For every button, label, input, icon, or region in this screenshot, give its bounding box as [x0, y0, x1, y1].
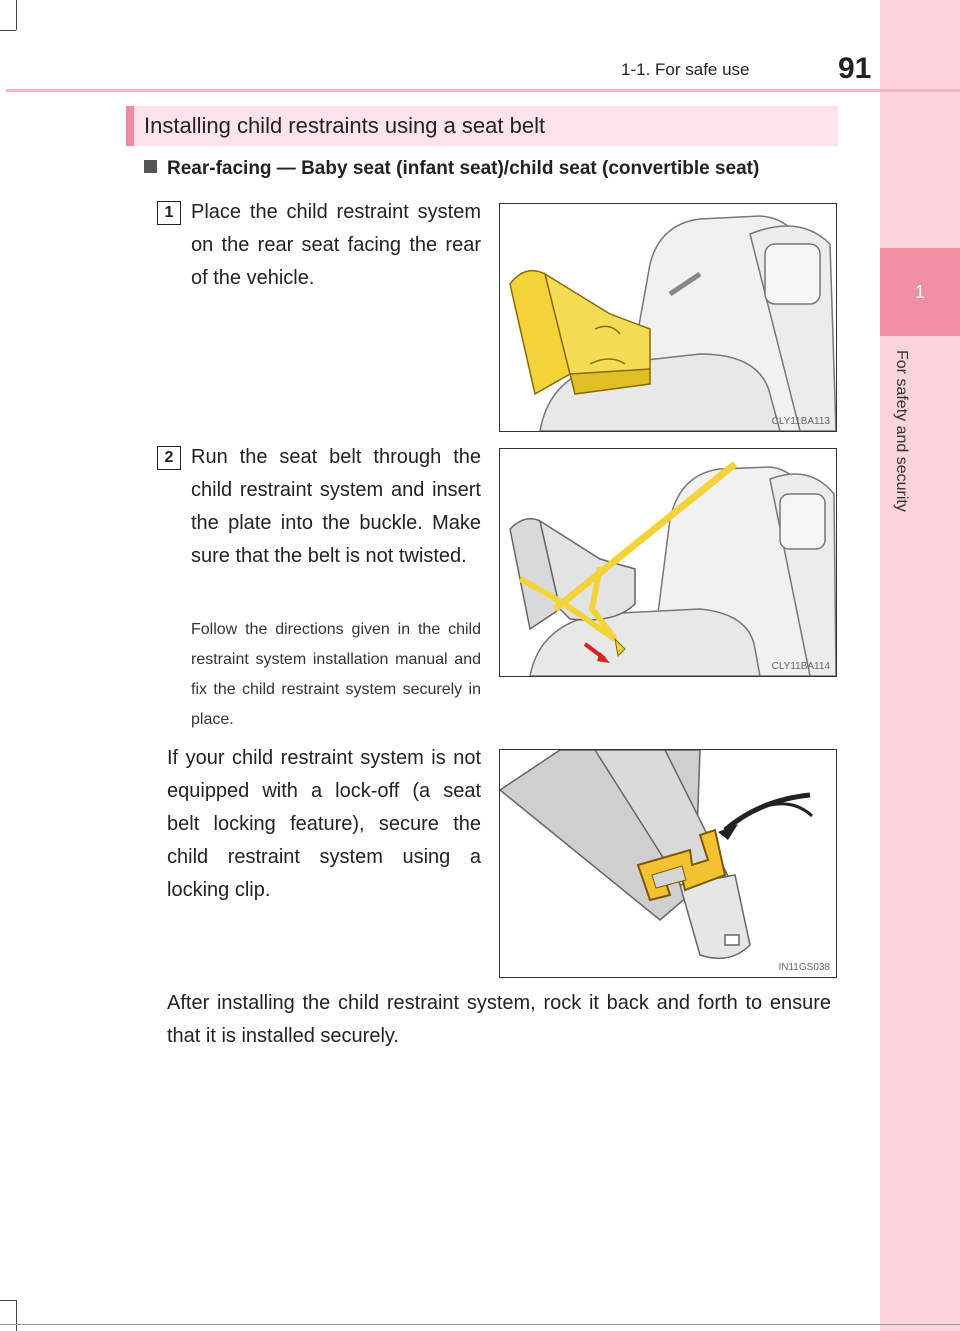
figure-code: CLY11BA113 [771, 416, 830, 427]
square-bullet-icon [144, 160, 157, 173]
step-badge-1: 1 [157, 201, 181, 225]
crop-mark [0, 30, 16, 31]
chapter-label [892, 350, 912, 540]
crop-mark [16, 0, 17, 30]
step-1-text: Place the child restraint system on the rear seat facing the rear of the vehicle. [191, 201, 481, 289]
subheading [144, 158, 759, 180]
figure-code: CLY11BA114 [771, 661, 830, 672]
footer-line [0, 1324, 960, 1325]
side-tab [880, 0, 960, 1331]
step-2-note: Follow the directions given in the child restraint system installation manual and fix the child restraint system securely in place. [191, 621, 481, 728]
closing-text: After installing the child restraint system, rock it back and forth to ensure that it is installed securely. [167, 992, 831, 1047]
section-title [126, 106, 838, 146]
chapter-number: 1 [880, 248, 960, 336]
subheading-text: Rear-facing — Baby seat (infant seat)/child seat (convertible seat) [167, 158, 760, 179]
locking-clip-text: If your child restraint system is not equipped with a lock-off (a seat belt locking feature), secure the child restraint system using a locking clip. [167, 747, 481, 901]
chapter-label-text: For safety and security [893, 350, 910, 512]
figure-seat-belt-routing [499, 448, 837, 677]
section-title-text: Installing child restraints using a seat belt [144, 113, 546, 138]
figure-locking-clip [499, 749, 837, 978]
page-number: 91 [838, 52, 872, 85]
figure-rear-facing-seat [499, 203, 837, 432]
header-rule [6, 89, 960, 92]
figure-code: IN11GS038 [778, 962, 830, 973]
step-2-text: Run the seat belt through the child restraint system and insert the plate into the buckle. Make sure that the belt is not twisted. [191, 446, 481, 567]
crop-mark [16, 1300, 17, 1331]
header-section: 1-1. For safe use [621, 60, 750, 79]
crop-mark [0, 1300, 16, 1301]
step-badge-2: 2 [157, 446, 181, 470]
